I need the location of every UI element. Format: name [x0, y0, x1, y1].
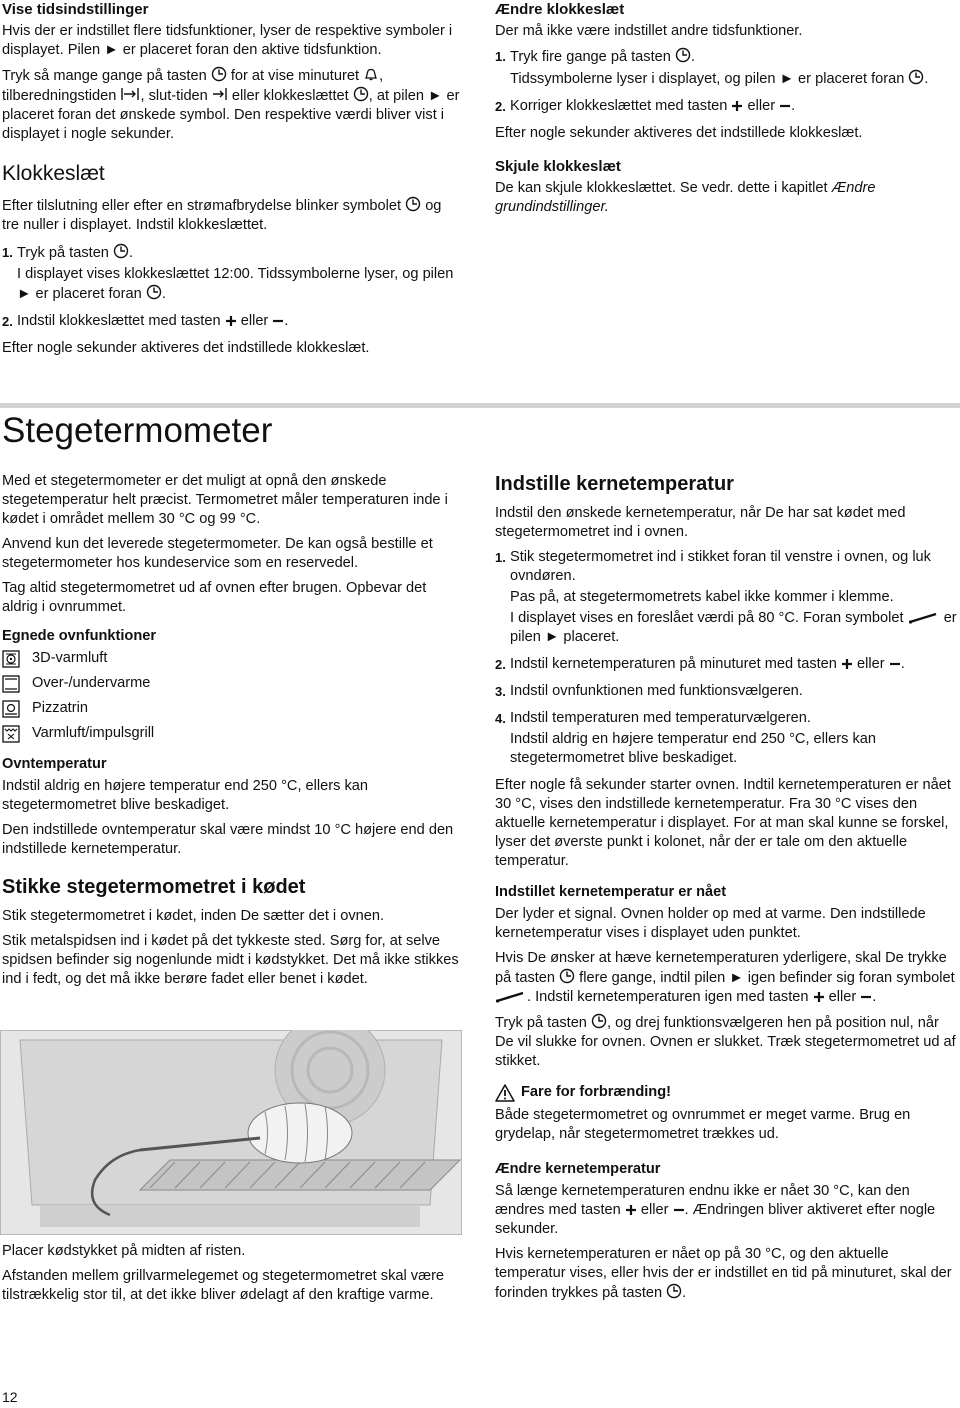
page-number: 12 [2, 1389, 18, 1405]
core-reached-p3: Tryk på tasten , og drej funktionsvælgeren hen på position nul, når De vil slukke for ovnen. Ovnen er slukket. Træk stegetermometret ud af stikket. [495, 1015, 956, 1069]
thermometer-use-only: Anvend kun det leverede stegetermometer. De kan også bestille et stegetermometer hos kundeservice som en reservedel. [2, 536, 433, 571]
core-step-4: 4. Indstil temperaturen med temperaturvælgeren. Indstil aldrig en højere temperatur end 250 °C, ellers kan stegetermometret blive beskadiget. [495, 710, 877, 766]
burn-warning-text: Både stegetermometret og ovnrummet er meget varme. Brug en grydelap, når stegetermometret trækkes ud. [495, 1107, 911, 1142]
oven-temperature-heading: Ovntemperatur [2, 756, 107, 772]
core-step-1: 1. Stik stegetermometret ind i stikket foran til venstre i ovnen, og luk ovndøren. Pas på, at stegetermometrets kabel ikke kommer i klemme. I displayet vises en foreslået værdi på 80 °C. Foran symbolet er pilen ► placeret. [495, 549, 957, 645]
section-title: Stegetermometer [2, 411, 273, 450]
clock-step-1: 1. Tryk på tasten . I displayet vises klokkeslættet 12:00. Tidssymbolerne lyser, og pilen ► er placeret foran . [2, 245, 454, 302]
hide-clock-paragraph: De kan skjule klokkeslættet. Se vedr. dette i kapitlet Ændre grundindstillinger. [495, 180, 876, 215]
change-core-p2: Hvis kernetemperaturen er nået op på 30 °C, og den aktuelle temperatur vises, eller hvis der er indstillet en tid på minuturet, skal der forinden trykkes på tasten . [495, 1246, 952, 1301]
clock-icon [559, 968, 575, 984]
bell-icon [363, 66, 379, 82]
insert-thermometer-heading: Stikke stegetermometret i kødet [2, 876, 306, 898]
end-time-icon [212, 86, 228, 102]
change-clock-paragraph: Der må ikke være indstillet andre tidsfunktioner. [495, 23, 803, 39]
oven-temperature-p1: Indstil aldrig en højere temperatur end 250 °C, ellers kan stegetermometret blive beskadiget. [2, 778, 369, 813]
oven-temperature-p2: Den indstillede ovntemperatur skal være mindst 10 °C højere end den indstillede kernetemperatur. [2, 822, 454, 857]
core-step-3: 3. Indstil ovnfunktionen med funktionsvælgeren. [495, 683, 803, 699]
caption-place-meat: Placer kødstykket på midten af risten. [2, 1243, 246, 1259]
clock-icon [405, 196, 421, 212]
change-clock-step-1: 1. Tryk fire gange på tasten . Tidssymbolerne lyser i displayet, og pilen ► er placeret foran . [495, 49, 929, 87]
core-after-text: Efter nogle få sekunder starter ovnen. Indtil kernetemperaturen er nået 30 °C, vises den indstillede kernetemperatur. Fra 30 °C vises den aktuelle kernetemperatur i displayet. For at man skal kunne se forskel, lyser det øverste punkt i kolonet, når der er tale om den aktuelle temperatur. [495, 777, 951, 869]
minus-icon [673, 1204, 685, 1216]
change-core-p1: Så længe kernetemperaturen endnu ikke er nået 30 °C, kan den ændres med tasten eller . Ændringen bliver aktiveret efter nogle sekunder. [495, 1183, 936, 1237]
bottom-right-column [495, 472, 957, 1309]
hide-clock-heading: Skjule klokkeslæt [495, 158, 621, 175]
clock-heading: Klokkeslæt [2, 162, 105, 185]
insert-thermometer-p1: Stik stegetermometret i kødet, inden De sætter det i ovnen. [2, 908, 385, 924]
warning-icon [495, 1084, 515, 1102]
core-reached-heading: Indstillet kernetemperatur er nået [495, 884, 727, 900]
core-reached-p2: Hvis De ønsker at hæve kernetemperaturen yderligere, skal De trykke på tasten flere gange, indtil pilen ► igen befinder sig foran symbolet . Indstil kernetemperaturen igen med tasten eller . [495, 950, 955, 1005]
plus-icon [731, 100, 743, 112]
minus-icon [889, 658, 901, 670]
minus-icon [860, 991, 872, 1003]
plus-icon [813, 991, 825, 1003]
function-item: 3D-varmluft [2, 649, 464, 668]
oven-illustration [0, 1030, 462, 1235]
change-core-heading: Ændre kernetemperatur [495, 1161, 661, 1177]
duration-icon [120, 86, 140, 102]
bottom-left-column [2, 472, 464, 995]
minus-icon [272, 315, 284, 327]
clock-icon [675, 47, 691, 63]
pizza-setting-icon [2, 700, 20, 718]
top-left-column [2, 0, 462, 364]
plus-icon [841, 658, 853, 670]
clock-icon [113, 243, 129, 259]
change-clock-heading: Ændre klokkeslæt [495, 1, 625, 18]
plus-icon [225, 315, 237, 327]
clock-paragraph: Efter tilslutning eller efter en strømafbrydelse blinker symbolet og tre nuller i displayet. Indstil klokkeslættet. [2, 198, 442, 233]
clock-icon [591, 1013, 607, 1029]
core-temperature-intro: Indstil den ønskede kernetemperatur, når De har sat kødet med stegetermometret ind i ovnen. [495, 505, 906, 540]
minus-icon [779, 100, 791, 112]
top-bottom-heat-icon [2, 675, 20, 693]
clock-step-2: 2. Indstil klokkeslættet med tasten eller . [2, 313, 289, 329]
thermometer-intro: Med et stegetermometer er det muligt at opnå den ønskede stegetemperatur helt præcist. Termometret måler temperaturen inde i kødet i området mellem 30 °C og 99 °C. [2, 473, 448, 527]
clock-icon [353, 86, 369, 102]
change-clock-after: Efter nogle sekunder aktiveres det indstillede klokkeslæt. [495, 125, 863, 141]
clock-after-text: Efter nogle sekunder aktiveres det indstillede klokkeslæt. [2, 340, 370, 356]
function-item: Over-/undervarme [2, 674, 464, 693]
clock-icon [666, 1283, 682, 1299]
set-core-temperature-heading: Indstille kernetemperatur [495, 473, 734, 495]
functions-heading: Egnede ovnfunktioner [2, 628, 157, 644]
insert-thermometer-p2: Stik metalspidsen ind i kødet på det tykkeste sted. Sørg for, at selve spidsen befinder sig nogenlunde midt i kødstykket. Det må ikke stikkes ind i fedt, og det må ikke berøre fadet eller benet i kødet. [2, 933, 459, 987]
top-right-column [495, 0, 955, 223]
time-settings-paragraph: Hvis der er indstillet flere tidsfunktioner, lyser de respektive symboler i displayet. Pilen ► er placeret foran den aktive tidsfunktion. [2, 23, 453, 58]
thermometer-icon [495, 991, 527, 1003]
function-item: Pizzatrin [2, 699, 464, 718]
clock-icon [211, 66, 227, 82]
time-settings-instructions: Tryk så mange gange på tasten for at vise minuturet , tilberedningstiden , slut-tiden eller klokkeslættet , at pilen ► er placeret foran det ønskede symbol. Den respektive værdi bliver vist i displayet i nogle sekunder. [2, 68, 460, 142]
hot-air-grill-icon [2, 725, 20, 743]
burn-warning: Fare for forbrænding! [495, 1083, 957, 1102]
caption-distance: Afstanden mellem grillvarmelegemet og stegetermometret skal være tilstrækkelig stor til, at det ikke bliver ødelagt af den kraftige varme. [2, 1268, 445, 1303]
core-reached-p1: Der lyder et signal. Ovnen holder op med at varme. Den indstillede kernetemperatur vises i displayet uden punktet. [495, 906, 926, 941]
function-item: Varmluft/impulsgrill [2, 724, 464, 743]
3d-hot-air-icon [2, 650, 20, 668]
change-clock-step-2: 2. Korriger klokkeslættet med tasten eller . [495, 98, 796, 114]
thermometer-icon [908, 612, 940, 624]
time-settings-heading: Vise tidsindstillinger [2, 1, 149, 18]
core-step-2: 2. Indstil kernetemperaturen på minuturet med tasten eller . [495, 656, 905, 672]
section-divider [0, 403, 960, 408]
clock-icon [908, 69, 924, 85]
clock-icon [146, 284, 162, 300]
thermometer-remove: Tag altid stegetermometret ud af ovnen efter brugen. Opbevar det aldrig i ovnrummet. [2, 580, 427, 615]
illustration-captions [2, 1242, 464, 1311]
plus-icon [625, 1204, 637, 1216]
